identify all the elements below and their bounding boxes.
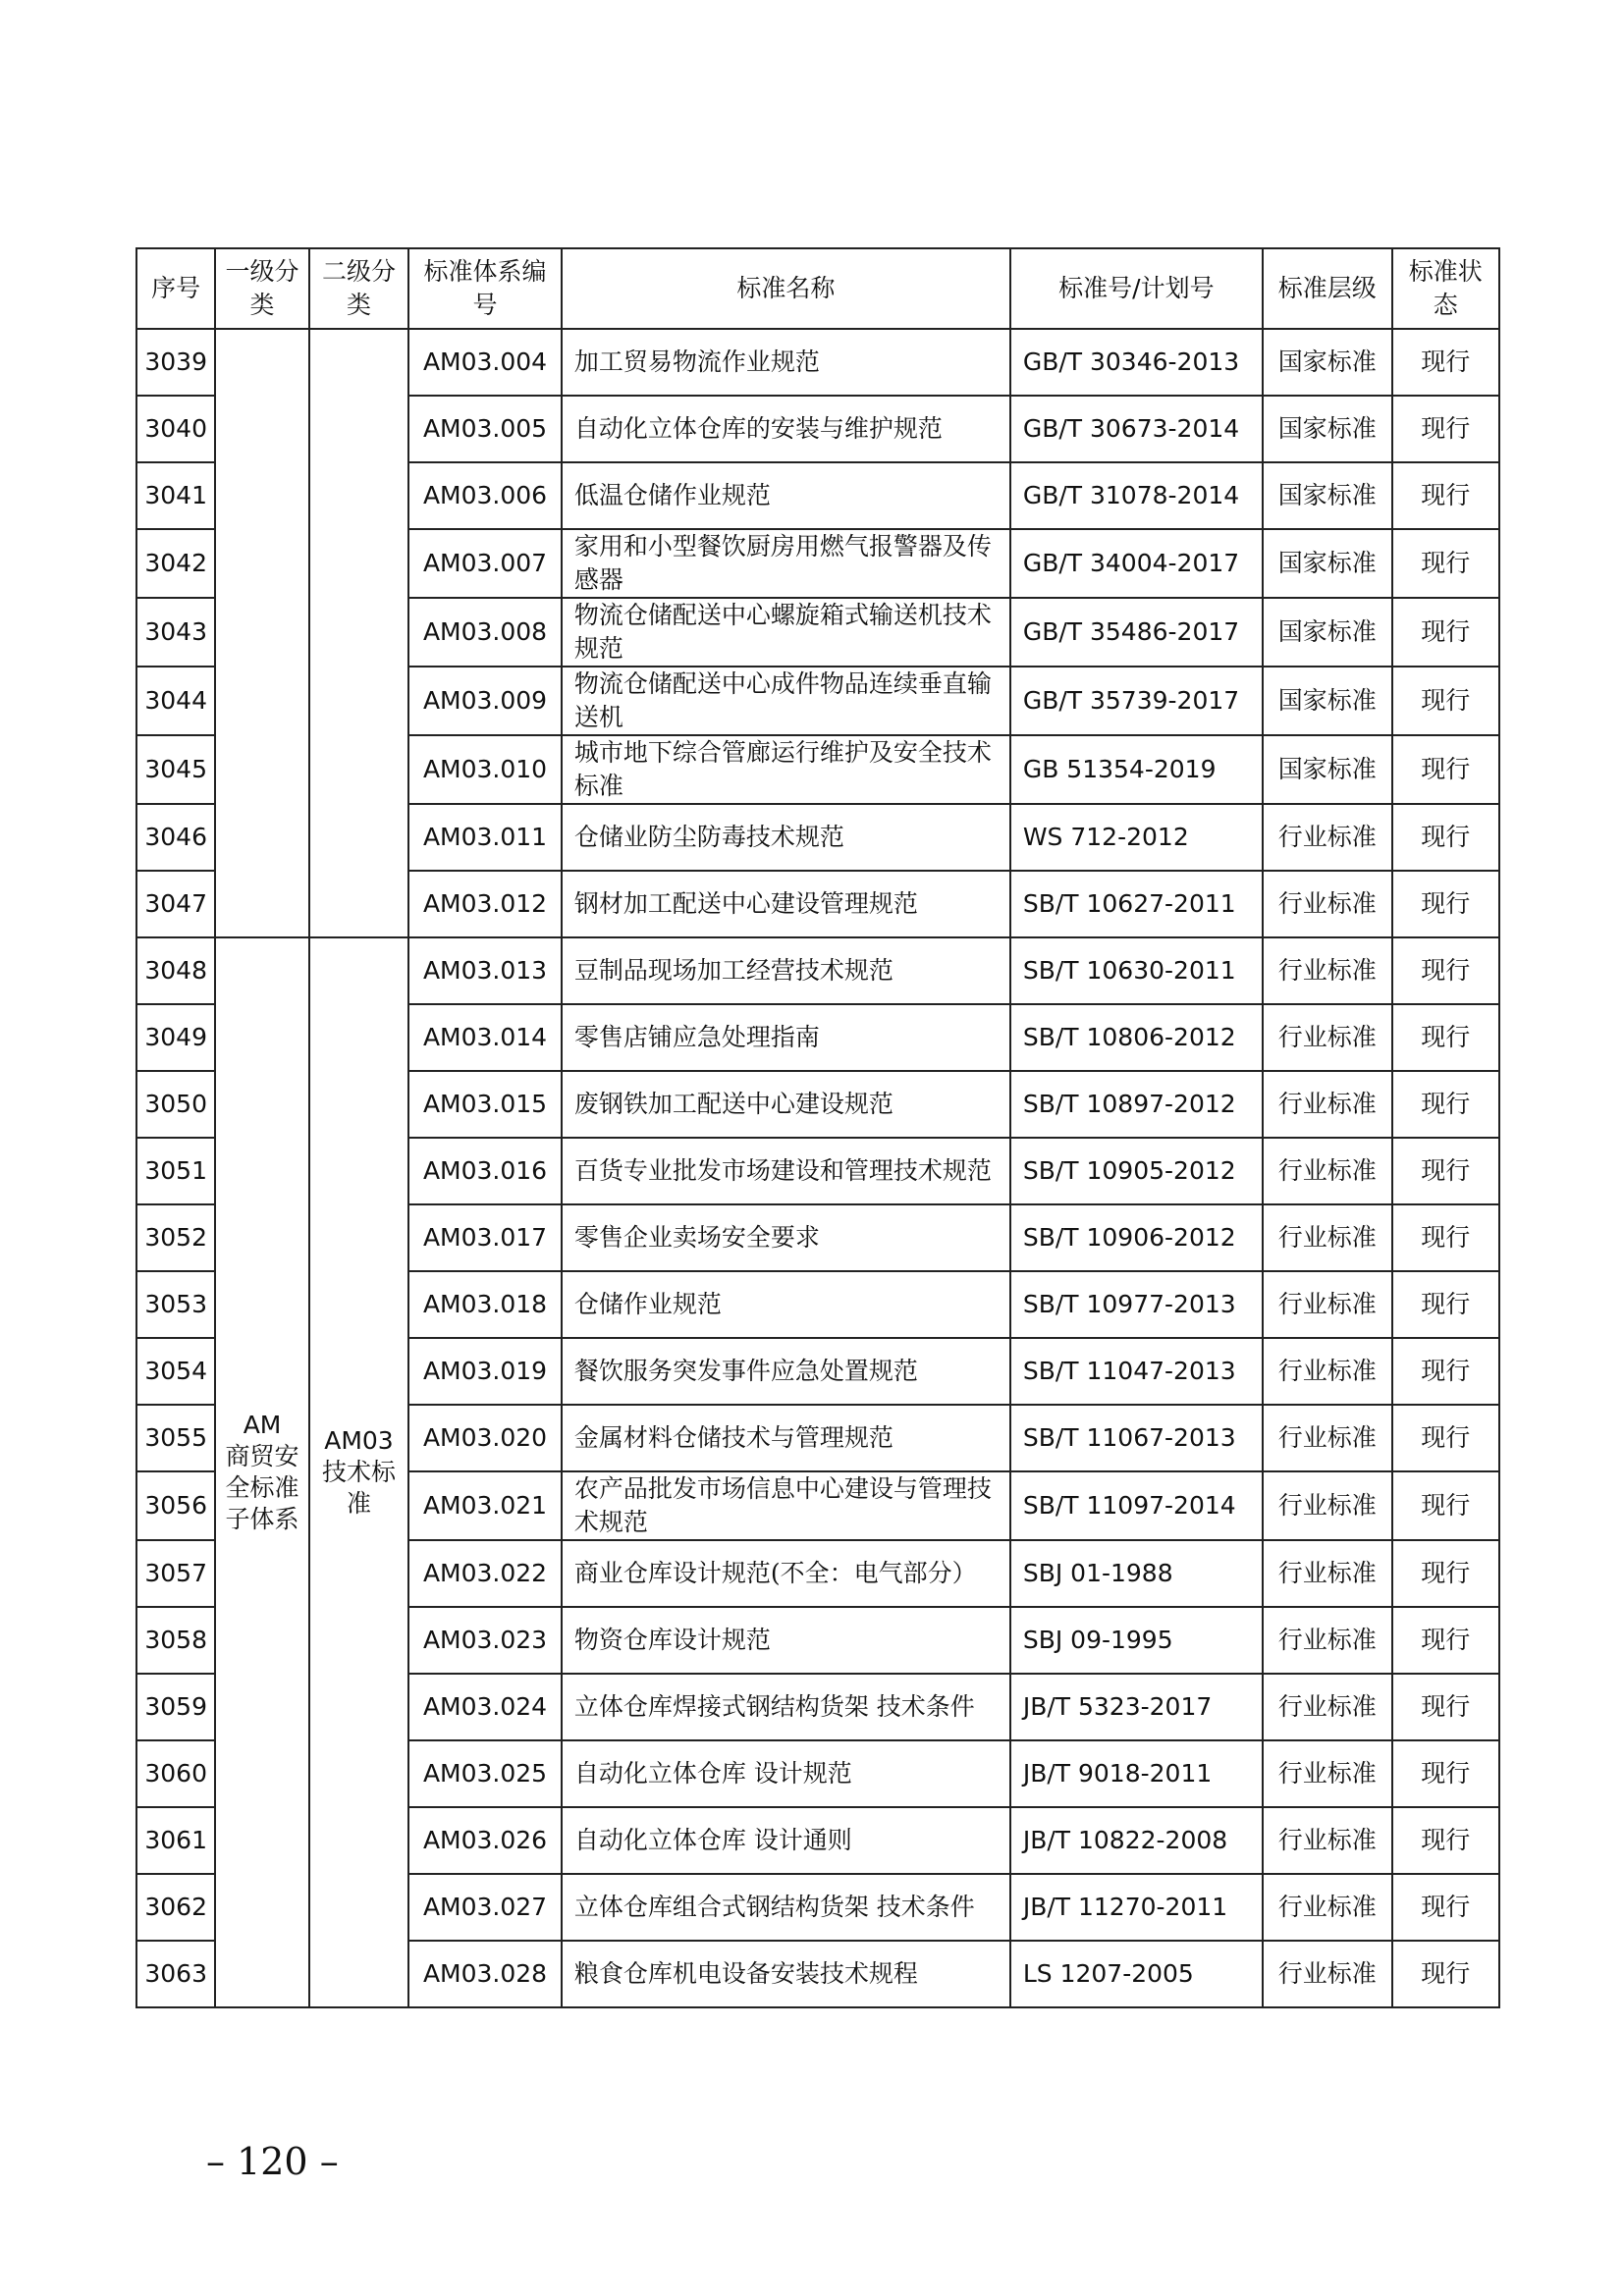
row-name: 农产品批发市场信息中心建设与管理技术规范 bbox=[562, 1471, 1010, 1540]
row-code: AM03.008 bbox=[408, 598, 562, 667]
row-seq: 3043 bbox=[136, 598, 215, 667]
row-std-no: SBJ 01-1988 bbox=[1010, 1540, 1263, 1607]
row-seq: 3042 bbox=[136, 529, 215, 598]
row-name: 自动化立体仓库 设计规范 bbox=[562, 1740, 1010, 1807]
row-code: AM03.025 bbox=[408, 1740, 562, 1807]
row-status: 现行 bbox=[1392, 937, 1500, 1004]
row-status: 现行 bbox=[1392, 1807, 1500, 1874]
row-code: AM03.015 bbox=[408, 1071, 562, 1138]
row-status: 现行 bbox=[1392, 1874, 1500, 1941]
level1-code: AM bbox=[243, 1411, 282, 1439]
row-std-no: SB/T 11097-2014 bbox=[1010, 1471, 1263, 1540]
row-std-no: GB/T 34004-2017 bbox=[1010, 529, 1263, 598]
row-seq: 3062 bbox=[136, 1874, 215, 1941]
level2-name: 技术标准 bbox=[321, 1458, 396, 1518]
row-name: 钢材加工配送中心建设管理规范 bbox=[562, 871, 1010, 937]
header-row bbox=[136, 248, 1499, 329]
row-seq: 3045 bbox=[136, 735, 215, 804]
row-status: 现行 bbox=[1392, 1204, 1500, 1271]
row-level: 国家标准 bbox=[1263, 329, 1392, 396]
row-code: AM03.018 bbox=[408, 1271, 562, 1338]
row-seq: 3059 bbox=[136, 1674, 215, 1740]
row-name: 粮食仓库机电设备安装技术规程 bbox=[562, 1941, 1010, 2007]
header-seq: 序号 bbox=[136, 248, 215, 329]
row-status: 现行 bbox=[1392, 1071, 1500, 1138]
row-level: 行业标准 bbox=[1263, 1071, 1392, 1138]
row-seq: 3054 bbox=[136, 1338, 215, 1405]
row-std-no: SB/T 11047-2013 bbox=[1010, 1338, 1263, 1405]
row-level: 行业标准 bbox=[1263, 1471, 1392, 1540]
row-name: 物流仓储配送中心成件物品连续垂直输送机 bbox=[562, 667, 1010, 735]
header-code: 标准体系编号 bbox=[408, 248, 562, 329]
row-seq: 3061 bbox=[136, 1807, 215, 1874]
row-std-no: SB/T 10977-2013 bbox=[1010, 1271, 1263, 1338]
row-status: 现行 bbox=[1392, 1004, 1500, 1071]
row-std-no: JB/T 9018-2011 bbox=[1010, 1740, 1263, 1807]
row-name: 城市地下综合管廊运行维护及安全技术标准 bbox=[562, 735, 1010, 804]
row-std-no: SB/T 10906-2012 bbox=[1010, 1204, 1263, 1271]
row-name: 自动化立体仓库 设计通则 bbox=[562, 1807, 1010, 1874]
row-seq: 3055 bbox=[136, 1405, 215, 1471]
row-seq: 3039 bbox=[136, 329, 215, 396]
row-std-no: WS 712-2012 bbox=[1010, 804, 1263, 871]
row-status: 现行 bbox=[1392, 396, 1500, 462]
row-std-no: SB/T 11067-2013 bbox=[1010, 1405, 1263, 1471]
header-std-no: 标准号/计划号 bbox=[1010, 248, 1263, 329]
row-code: AM03.010 bbox=[408, 735, 562, 804]
row-level: 行业标准 bbox=[1263, 1405, 1392, 1471]
page-number: – 120 – bbox=[206, 2140, 339, 2183]
row-code: AM03.022 bbox=[408, 1540, 562, 1607]
row-level: 行业标准 bbox=[1263, 1540, 1392, 1607]
row-name: 仓储作业规范 bbox=[562, 1271, 1010, 1338]
row-name: 物流仓储配送中心螺旋箱式输送机技术规范 bbox=[562, 598, 1010, 667]
level2-code: AM03 bbox=[324, 1426, 394, 1455]
row-code: AM03.019 bbox=[408, 1338, 562, 1405]
row-code: AM03.014 bbox=[408, 1004, 562, 1071]
row-status: 现行 bbox=[1392, 1271, 1500, 1338]
row-std-no: GB/T 31078-2014 bbox=[1010, 462, 1263, 529]
level2-category-cell bbox=[309, 937, 408, 2007]
row-code: AM03.012 bbox=[408, 871, 562, 937]
row-status: 现行 bbox=[1392, 1138, 1500, 1204]
row-status: 现行 bbox=[1392, 1405, 1500, 1471]
row-level: 行业标准 bbox=[1263, 1338, 1392, 1405]
row-level: 行业标准 bbox=[1263, 937, 1392, 1004]
row-level: 行业标准 bbox=[1263, 1607, 1392, 1674]
row-status: 现行 bbox=[1392, 1471, 1500, 1540]
row-code: AM03.021 bbox=[408, 1471, 562, 1540]
row-status: 现行 bbox=[1392, 1607, 1500, 1674]
row-name: 废钢铁加工配送中心建设规范 bbox=[562, 1071, 1010, 1138]
row-name: 立体仓库组合式钢结构货架 技术条件 bbox=[562, 1874, 1010, 1941]
row-std-no: GB/T 35739-2017 bbox=[1010, 667, 1263, 735]
row-level: 行业标准 bbox=[1263, 804, 1392, 871]
row-status: 现行 bbox=[1392, 804, 1500, 871]
row-seq: 3040 bbox=[136, 396, 215, 462]
row-name: 零售企业卖场安全要求 bbox=[562, 1204, 1010, 1271]
table-body bbox=[136, 329, 1499, 2007]
row-seq: 3049 bbox=[136, 1004, 215, 1071]
row-level: 行业标准 bbox=[1263, 1271, 1392, 1338]
row-status: 现行 bbox=[1392, 529, 1500, 598]
row-code: AM03.024 bbox=[408, 1674, 562, 1740]
row-code: AM03.020 bbox=[408, 1405, 562, 1471]
level2-category-cell bbox=[309, 329, 408, 937]
table-row bbox=[136, 937, 1499, 1004]
row-seq: 3057 bbox=[136, 1540, 215, 1607]
header-name: 标准名称 bbox=[562, 248, 1010, 329]
row-seq: 3050 bbox=[136, 1071, 215, 1138]
row-status: 现行 bbox=[1392, 329, 1500, 396]
row-name: 仓储业防尘防毒技术规范 bbox=[562, 804, 1010, 871]
row-name: 物资仓库设计规范 bbox=[562, 1607, 1010, 1674]
row-name: 百货专业批发市场建设和管理技术规范 bbox=[562, 1138, 1010, 1204]
row-seq: 3051 bbox=[136, 1138, 215, 1204]
row-seq: 3044 bbox=[136, 667, 215, 735]
row-level: 行业标准 bbox=[1263, 1204, 1392, 1271]
row-level: 行业标准 bbox=[1263, 1941, 1392, 2007]
row-level: 行业标准 bbox=[1263, 871, 1392, 937]
row-seq: 3048 bbox=[136, 937, 215, 1004]
row-code: AM03.023 bbox=[408, 1607, 562, 1674]
row-status: 现行 bbox=[1392, 1338, 1500, 1405]
row-std-no: JB/T 10822-2008 bbox=[1010, 1807, 1263, 1874]
row-level: 国家标准 bbox=[1263, 396, 1392, 462]
row-code: AM03.028 bbox=[408, 1941, 562, 2007]
row-status: 现行 bbox=[1392, 1740, 1500, 1807]
row-status: 现行 bbox=[1392, 871, 1500, 937]
header-level2: 二级分类 bbox=[309, 248, 408, 329]
row-name: 家用和小型餐饮厨房用燃气报警器及传感器 bbox=[562, 529, 1010, 598]
row-seq: 3056 bbox=[136, 1471, 215, 1540]
row-name: 零售店铺应急处理指南 bbox=[562, 1004, 1010, 1071]
row-name: 低温仓储作业规范 bbox=[562, 462, 1010, 529]
row-code: AM03.027 bbox=[408, 1874, 562, 1941]
header-std-level: 标准层级 bbox=[1263, 248, 1392, 329]
row-status: 现行 bbox=[1392, 735, 1500, 804]
row-code: AM03.009 bbox=[408, 667, 562, 735]
row-code: AM03.016 bbox=[408, 1138, 562, 1204]
row-seq: 3058 bbox=[136, 1607, 215, 1674]
row-std-no: GB 51354-2019 bbox=[1010, 735, 1263, 804]
row-std-no: SB/T 10630-2011 bbox=[1010, 937, 1263, 1004]
table-header bbox=[136, 248, 1499, 329]
row-level: 行业标准 bbox=[1263, 1874, 1392, 1941]
row-name: 商业仓库设计规范(不全：电气部分） bbox=[562, 1540, 1010, 1607]
row-code: AM03.006 bbox=[408, 462, 562, 529]
row-std-no: GB/T 30346-2013 bbox=[1010, 329, 1263, 396]
row-name: 餐饮服务突发事件应急处置规范 bbox=[562, 1338, 1010, 1405]
row-std-no: SB/T 10897-2012 bbox=[1010, 1071, 1263, 1138]
row-level: 国家标准 bbox=[1263, 598, 1392, 667]
row-name: 加工贸易物流作业规范 bbox=[562, 329, 1010, 396]
row-status: 现行 bbox=[1392, 598, 1500, 667]
row-code: AM03.026 bbox=[408, 1807, 562, 1874]
row-name: 立体仓库焊接式钢结构货架 技术条件 bbox=[562, 1674, 1010, 1740]
row-level: 国家标准 bbox=[1263, 667, 1392, 735]
table-row bbox=[136, 329, 1499, 396]
row-seq: 3063 bbox=[136, 1941, 215, 2007]
row-seq: 3052 bbox=[136, 1204, 215, 1271]
row-level: 国家标准 bbox=[1263, 462, 1392, 529]
row-status: 现行 bbox=[1392, 667, 1500, 735]
row-seq: 3041 bbox=[136, 462, 215, 529]
row-level: 行业标准 bbox=[1263, 1138, 1392, 1204]
row-name: 金属材料仓储技术与管理规范 bbox=[562, 1405, 1010, 1471]
row-level: 行业标准 bbox=[1263, 1807, 1392, 1874]
row-code: AM03.017 bbox=[408, 1204, 562, 1271]
row-name: 豆制品现场加工经营技术规范 bbox=[562, 937, 1010, 1004]
row-std-no: LS 1207-2005 bbox=[1010, 1941, 1263, 2007]
row-level: 国家标准 bbox=[1263, 529, 1392, 598]
row-status: 现行 bbox=[1392, 1540, 1500, 1607]
header-level1: 一级分类 bbox=[215, 248, 308, 329]
row-std-no: GB/T 30673-2014 bbox=[1010, 396, 1263, 462]
row-seq: 3047 bbox=[136, 871, 215, 937]
row-level: 行业标准 bbox=[1263, 1740, 1392, 1807]
row-code: AM03.004 bbox=[408, 329, 562, 396]
row-status: 现行 bbox=[1392, 1674, 1500, 1740]
row-std-no: SB/T 10806-2012 bbox=[1010, 1004, 1263, 1071]
standards-table bbox=[135, 247, 1500, 2008]
row-status: 现行 bbox=[1392, 1941, 1500, 2007]
row-code: AM03.011 bbox=[408, 804, 562, 871]
row-code: AM03.005 bbox=[408, 396, 562, 462]
row-std-no: SB/T 10627-2011 bbox=[1010, 871, 1263, 937]
row-seq: 3046 bbox=[136, 804, 215, 871]
row-code: AM03.007 bbox=[408, 529, 562, 598]
row-seq: 3053 bbox=[136, 1271, 215, 1338]
row-std-no: SBJ 09-1995 bbox=[1010, 1607, 1263, 1674]
row-level: 行业标准 bbox=[1263, 1004, 1392, 1071]
row-std-no: GB/T 35486-2017 bbox=[1010, 598, 1263, 667]
row-level: 国家标准 bbox=[1263, 735, 1392, 804]
row-level: 行业标准 bbox=[1263, 1674, 1392, 1740]
row-status: 现行 bbox=[1392, 462, 1500, 529]
row-std-no: JB/T 5323-2017 bbox=[1010, 1674, 1263, 1740]
row-std-no: SB/T 10905-2012 bbox=[1010, 1138, 1263, 1204]
level1-category-cell bbox=[215, 329, 308, 937]
level1-category-cell bbox=[215, 937, 308, 2007]
row-name: 自动化立体仓库的安装与维护规范 bbox=[562, 396, 1010, 462]
row-std-no: JB/T 11270-2011 bbox=[1010, 1874, 1263, 1941]
header-std-status: 标准状态 bbox=[1392, 248, 1500, 329]
row-code: AM03.013 bbox=[408, 937, 562, 1004]
level1-name: 商贸安全标准子体系 bbox=[225, 1442, 299, 1533]
row-seq: 3060 bbox=[136, 1740, 215, 1807]
